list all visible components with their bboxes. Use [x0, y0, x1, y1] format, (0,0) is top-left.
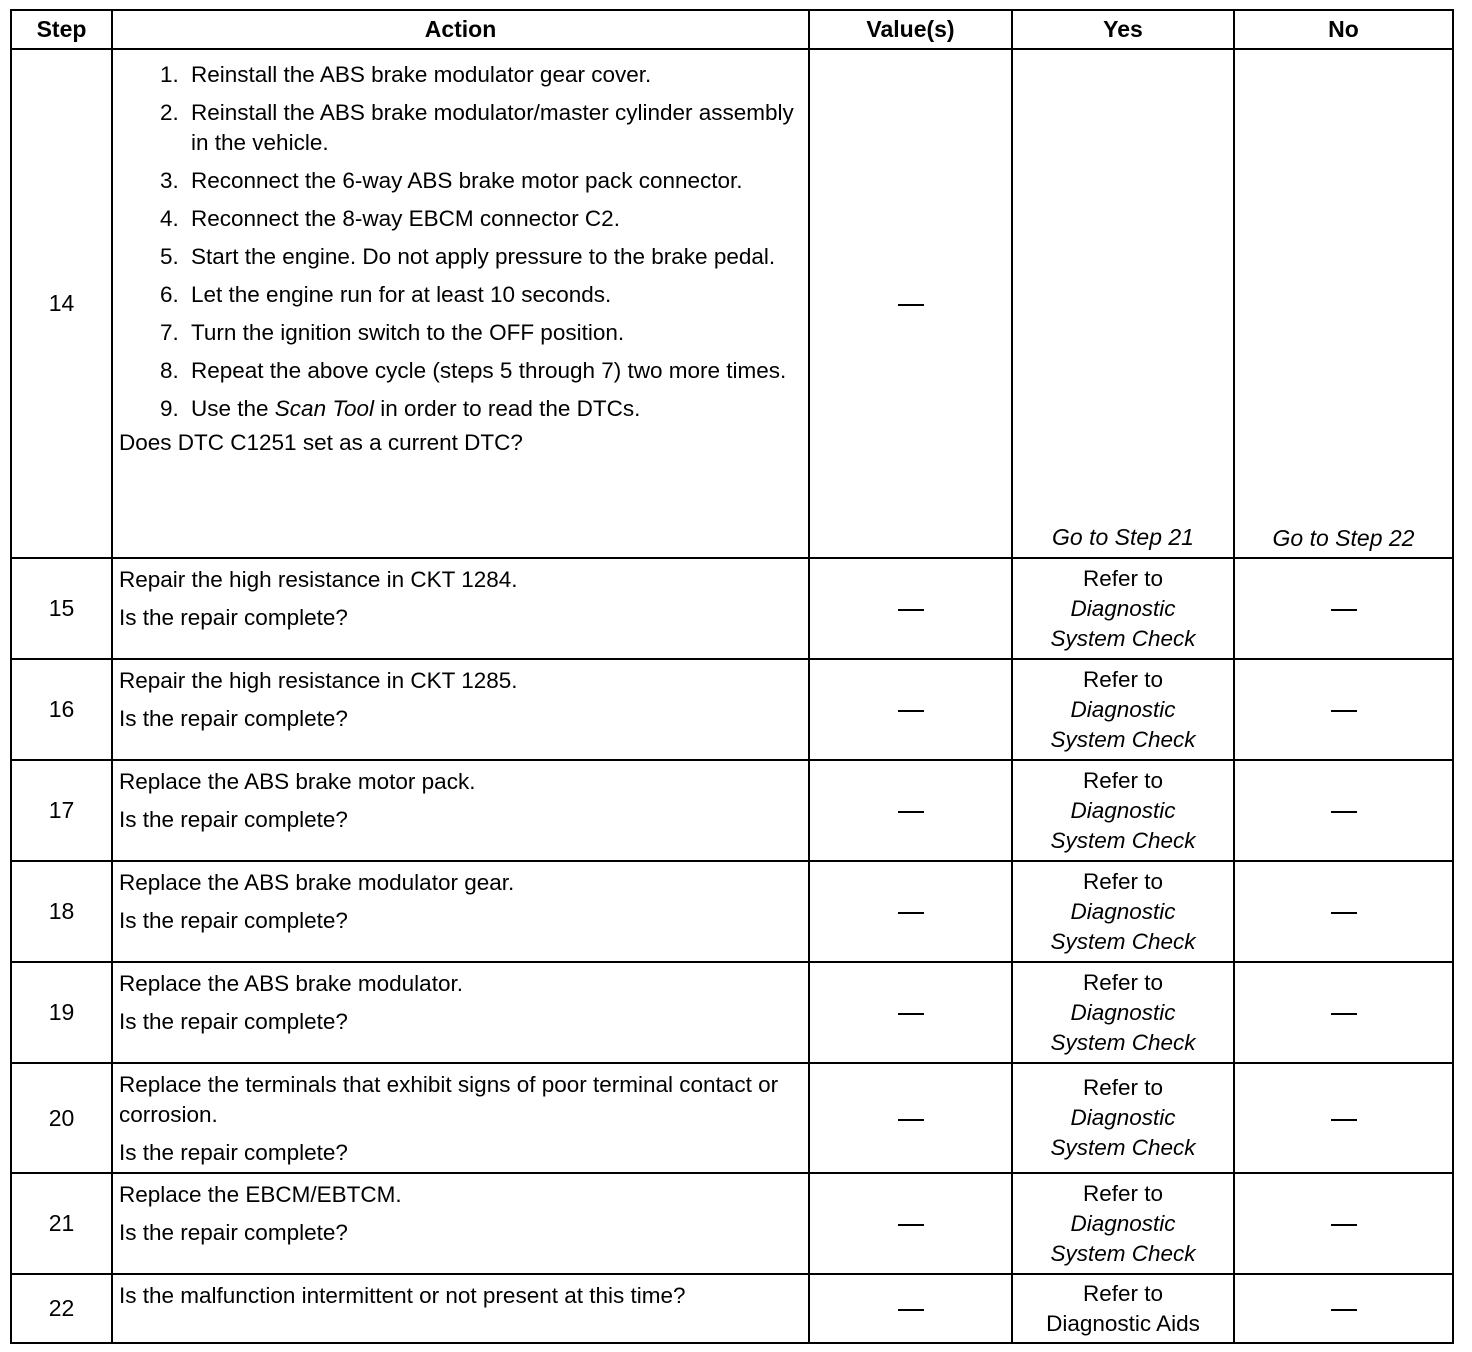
header-row — [11, 10, 1453, 49]
question-text: Is the malfunction intermittent or not present at this time? — [119, 1283, 686, 1308]
header-action: Action — [112, 10, 809, 49]
step-number: 20 — [11, 1063, 112, 1173]
header-values: Value(s) — [809, 10, 1012, 49]
step-number: 19 — [11, 962, 112, 1063]
header-no: No — [1234, 10, 1453, 49]
diagnostic-aids-ref: Diagnostic Aids — [1046, 1310, 1200, 1336]
action-cell — [112, 760, 809, 861]
value-cell — [809, 760, 1012, 861]
action-text: Repair the high resistance in CKT 1284. — [119, 567, 518, 592]
dash-mark — [898, 609, 924, 611]
dash-mark — [1331, 1119, 1357, 1121]
action-cell — [112, 558, 809, 659]
no-cell — [1234, 49, 1453, 558]
refer-to-text: Refer to — [1082, 1075, 1164, 1100]
dash-mark — [898, 811, 924, 813]
dash-mark — [898, 304, 924, 306]
value-cell — [809, 558, 1012, 659]
list-item: 7. Turn the ignition switch to the OFF position. — [185, 318, 802, 348]
step-number: 22 — [11, 1274, 112, 1343]
step-number: 18 — [11, 861, 112, 962]
procedure-list — [119, 60, 802, 424]
action-cell — [112, 1274, 809, 1343]
goto-step-link: Go to Step 21 — [1052, 524, 1194, 550]
action-text: Replace the ABS brake motor pack. — [119, 769, 476, 794]
yes-cell — [1012, 962, 1234, 1063]
dash-mark — [1331, 1013, 1357, 1015]
header-step: Step — [11, 10, 112, 49]
action-cell — [112, 49, 809, 558]
step-number: 14 — [11, 49, 112, 558]
diagnostic-system-check-ref: Diagnostic System Check — [1050, 999, 1196, 1055]
action-text: Replace the ABS brake modulator gear. — [119, 870, 515, 895]
action-text: Replace the EBCM/EBTCM. — [119, 1182, 402, 1207]
question-text: Does DTC C1251 set as a current DTC? — [119, 430, 523, 455]
yes-cell — [1012, 1063, 1234, 1173]
yes-cell — [1012, 558, 1234, 659]
dash-mark — [898, 912, 924, 914]
question-text: Is the repair complete? — [119, 1220, 348, 1245]
no-cell — [1234, 1274, 1453, 1343]
refer-to-text: Refer to — [1082, 868, 1164, 894]
yes-cell — [1012, 1173, 1234, 1274]
refer-to-text: Refer to — [1082, 969, 1164, 995]
table-row — [11, 1063, 1453, 1173]
table-row — [11, 558, 1453, 659]
table-row — [11, 1274, 1453, 1343]
list-item — [185, 394, 802, 424]
dash-mark — [898, 1309, 924, 1311]
question-text: Is the repair complete? — [119, 706, 348, 731]
dash-mark — [1331, 811, 1357, 813]
no-cell — [1234, 760, 1453, 861]
no-cell — [1234, 659, 1453, 760]
action-cell — [112, 659, 809, 760]
value-cell — [809, 1173, 1012, 1274]
diagnostic-system-check-ref: Diagnostic System Check — [1050, 898, 1196, 954]
refer-to-text: Refer to — [1082, 1180, 1164, 1206]
question-text: Is the repair complete? — [119, 908, 348, 933]
diagnostic-system-check-ref: Diagnostic System Check — [1050, 1105, 1196, 1160]
table-row — [11, 49, 1453, 558]
action-cell — [112, 962, 809, 1063]
no-cell — [1234, 1173, 1453, 1274]
table-row — [11, 861, 1453, 962]
no-cell — [1234, 962, 1453, 1063]
step-number: 16 — [11, 659, 112, 760]
item-text: Use the — [191, 396, 275, 421]
step-number: 21 — [11, 1173, 112, 1274]
refer-to-text: Refer to — [1082, 767, 1164, 793]
no-cell — [1234, 1063, 1453, 1173]
question-text: Is the repair complete? — [119, 1009, 348, 1034]
list-item: 2. Reinstall the ABS brake modulator/master cylinder assembly in the vehicle. — [185, 98, 802, 158]
action-cell — [112, 1173, 809, 1274]
item-text: in order to read the DTCs. — [374, 396, 641, 421]
yes-cell — [1012, 861, 1234, 962]
goto-step-link: Go to Step 22 — [1272, 525, 1415, 551]
table-row — [11, 962, 1453, 1063]
table-row — [11, 659, 1453, 760]
value-cell — [809, 1063, 1012, 1173]
diagnostic-system-check-ref: Diagnostic System Check — [1050, 797, 1196, 853]
list-item: 3. Reconnect the 6-way ABS brake motor pack connector. — [185, 166, 802, 196]
diagnostic-table — [10, 9, 1454, 1344]
action-text: Replace the ABS brake modulator. — [119, 971, 463, 996]
refer-to-text: Refer to — [1082, 666, 1164, 692]
dash-mark — [898, 710, 924, 712]
value-cell — [809, 49, 1012, 558]
question-text: Is the repair complete? — [119, 1140, 348, 1165]
dash-mark — [1331, 1309, 1357, 1311]
value-cell — [809, 1274, 1012, 1343]
dash-mark — [1331, 710, 1357, 712]
dash-mark — [1331, 1224, 1357, 1226]
no-cell — [1234, 558, 1453, 659]
dash-mark — [898, 1224, 924, 1226]
list-item: 6. Let the engine run for at least 10 seconds. — [185, 280, 802, 310]
table-row — [11, 760, 1453, 861]
question-text: Is the repair complete? — [119, 807, 348, 832]
value-cell — [809, 962, 1012, 1063]
no-cell — [1234, 861, 1453, 962]
yes-cell — [1012, 1274, 1234, 1343]
action-text: Repair the high resistance in CKT 1285. — [119, 668, 518, 693]
action-text: Replace the terminals that exhibit signs of poor terminal contact or corrosion. — [119, 1072, 779, 1127]
table-row — [11, 1173, 1453, 1274]
yes-cell — [1012, 49, 1234, 558]
diagnostic-system-check-ref: Diagnostic System Check — [1050, 595, 1196, 651]
yes-cell — [1012, 659, 1234, 760]
diagnostic-system-check-ref: Diagnostic System Check — [1050, 696, 1196, 752]
action-cell — [112, 861, 809, 962]
refer-to-text: Refer to — [1082, 1280, 1164, 1306]
question-text: Is the repair complete? — [119, 605, 348, 630]
dash-mark — [898, 1013, 924, 1015]
dash-mark — [1331, 912, 1357, 914]
dash-mark — [898, 1119, 924, 1121]
list-item: 1. Reinstall the ABS brake modulator gear cover. — [185, 60, 802, 90]
value-cell — [809, 861, 1012, 962]
step-number: 15 — [11, 558, 112, 659]
diagnostic-system-check-ref: Diagnostic System Check — [1050, 1210, 1196, 1266]
value-cell — [809, 659, 1012, 760]
scan-tool-term: Scan Tool — [274, 396, 375, 421]
refer-to-text: Refer to — [1082, 565, 1164, 591]
action-cell — [112, 1063, 809, 1173]
list-item: 8. Repeat the above cycle (steps 5 through 7) two more times. — [185, 356, 802, 386]
dash-mark — [1331, 609, 1357, 611]
yes-cell — [1012, 760, 1234, 861]
step-number: 17 — [11, 760, 112, 861]
header-yes: Yes — [1012, 10, 1234, 49]
list-item: 4. Reconnect the 8-way EBCM connector C2. — [185, 204, 802, 234]
list-item: 5. Start the engine. Do not apply pressure to the brake pedal. — [185, 242, 802, 272]
